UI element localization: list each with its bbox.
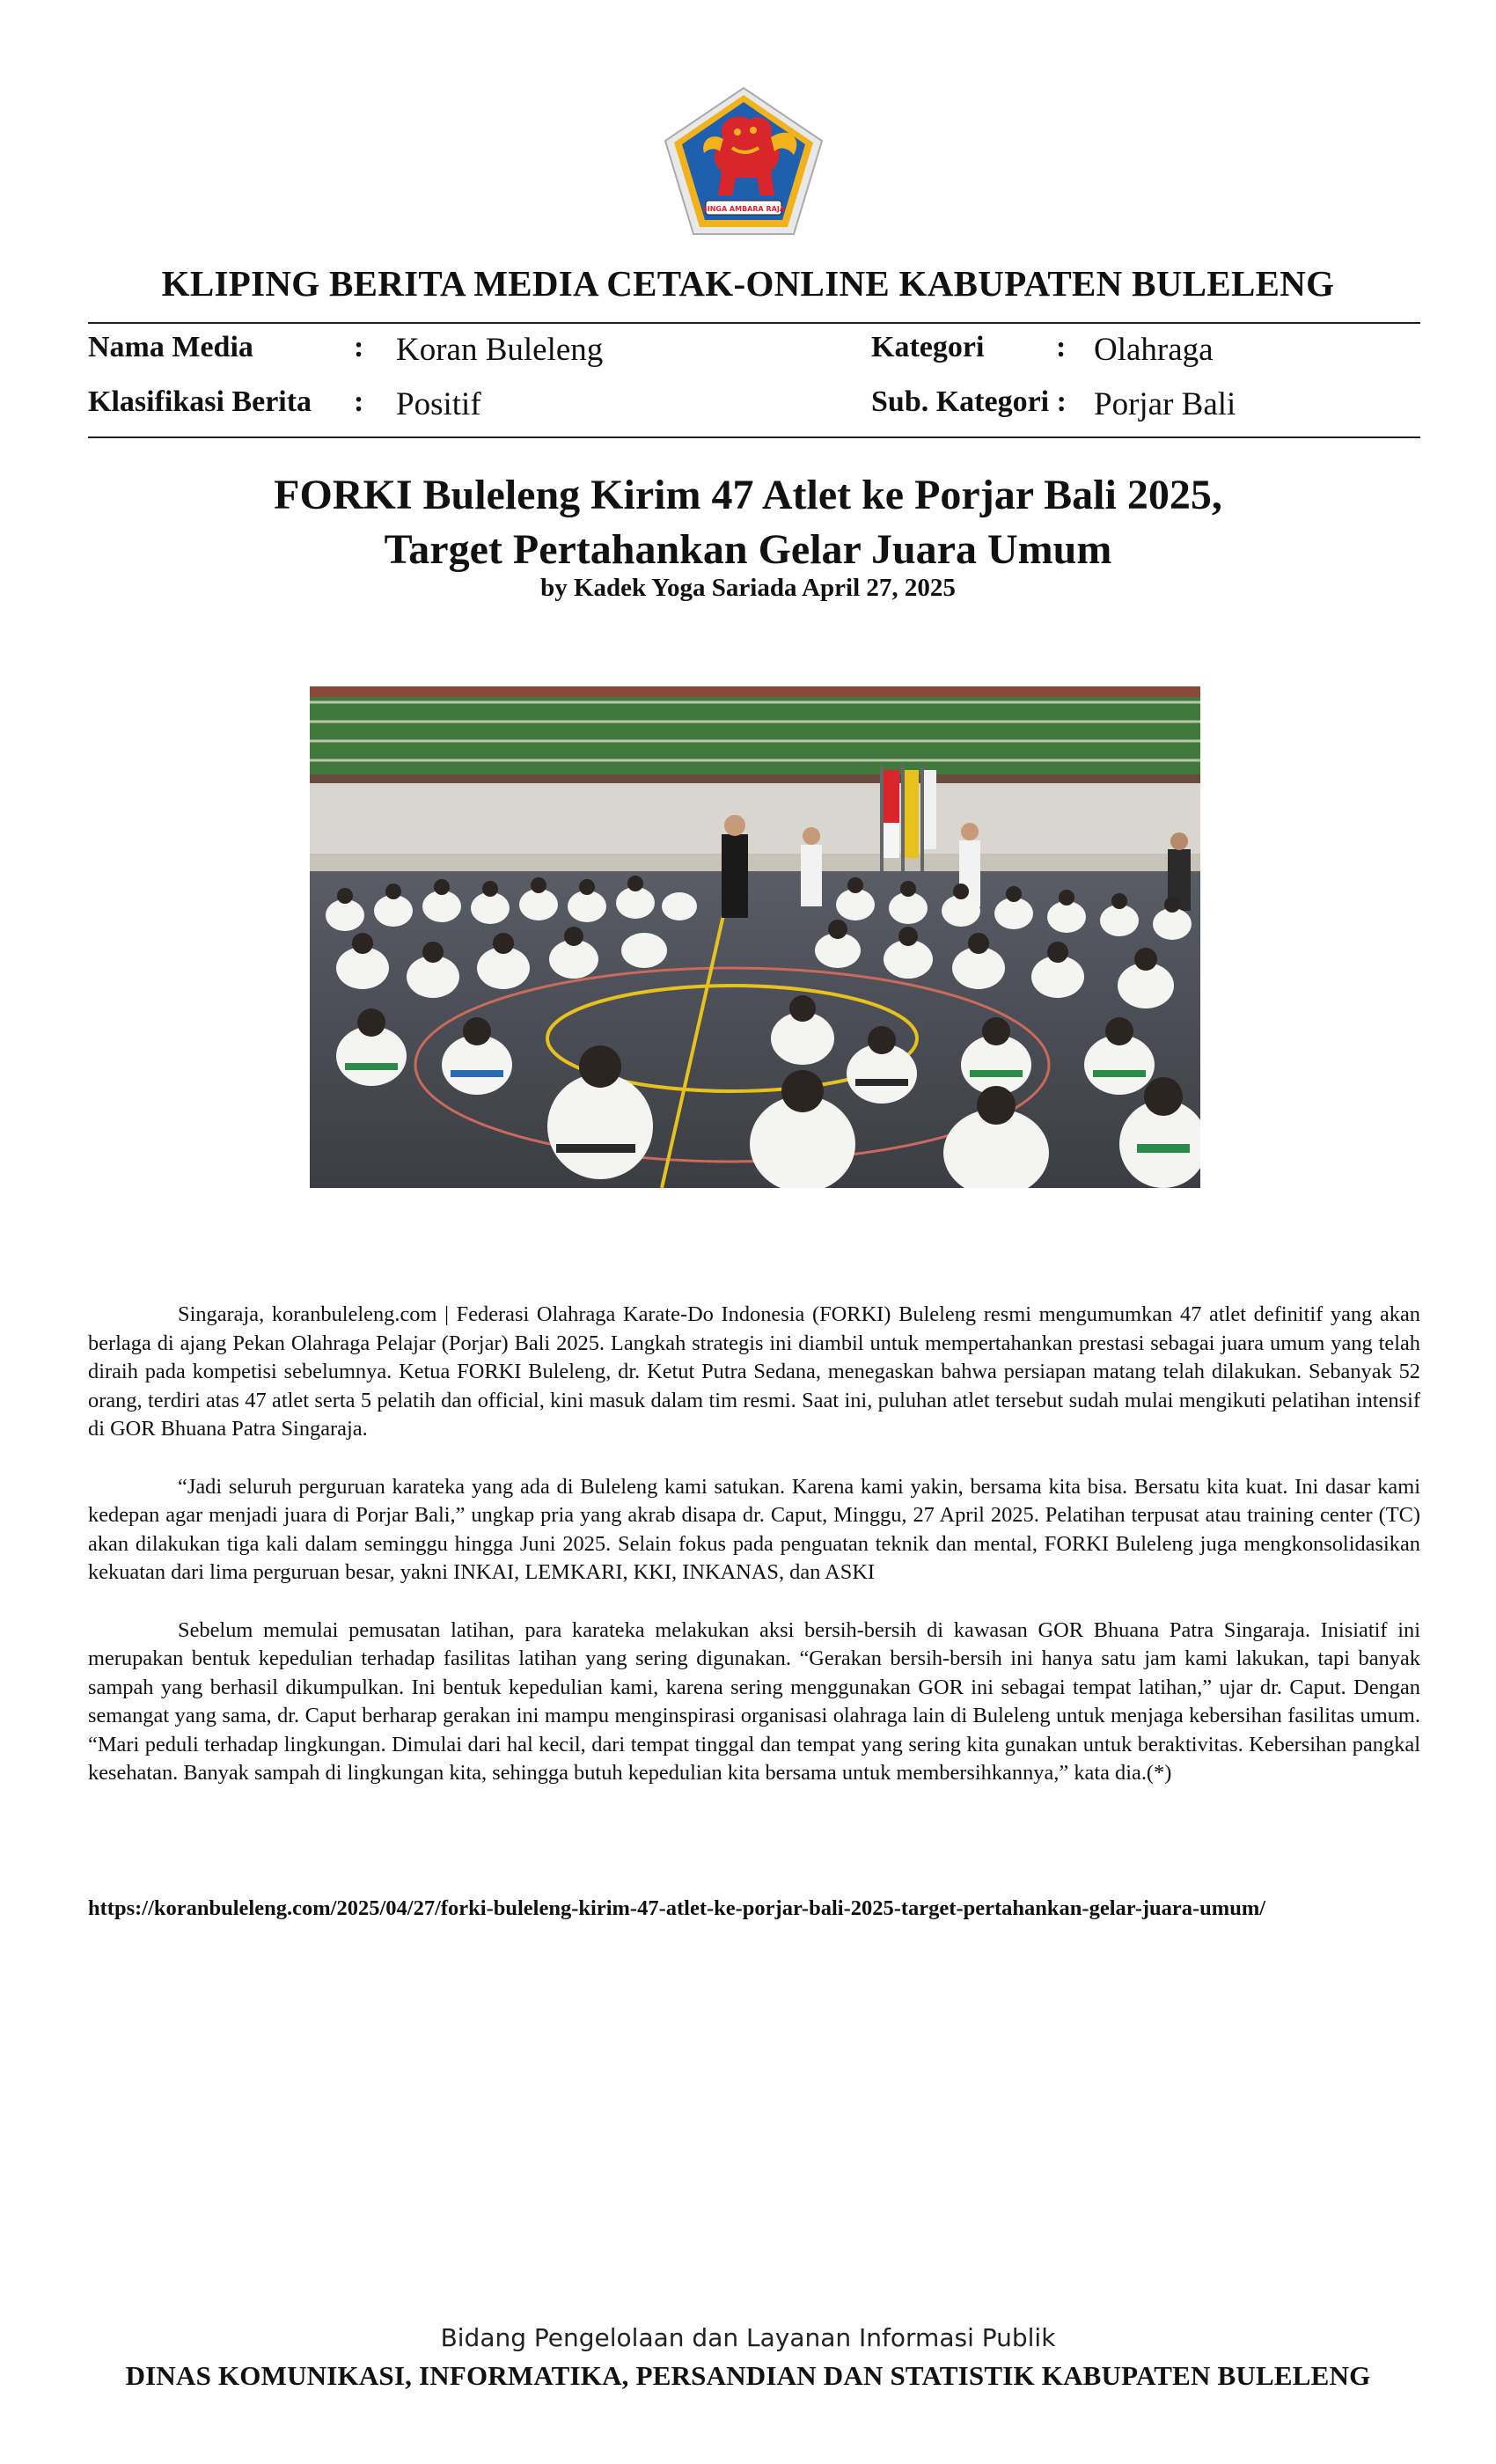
header-rule-bottom [88, 436, 1420, 438]
header-rule-top [88, 322, 1420, 324]
klasifikasi-colon: : [354, 385, 364, 418]
footer-agency: DINAS KOMUNIKASI, INFORMATIKA, PERSANDIAN DAN STATISTIK KABUPATEN BULELENG [125, 2360, 1371, 2391]
nama-media-value: Koran Buleleng [396, 332, 604, 368]
kategori-label: Kategori [871, 331, 985, 363]
article-photo [310, 686, 1200, 1188]
article-paragraph-3: Sebelum memulai pemusatan latihan, para karateka melakukan aksi bersih-bersih di kawasan GOR Bhuana Patra Singaraja. Inisiatif ini merupakan bentuk kepedulian terhadap fasilitas latihan yang sering digunakan. “Gerakan bersih-bersih ini hanya satu jam kami lakukan, tapi banyak sampah yang berhasil dikumpulkan. Ini bentuk kepedulian kami, karena sering menggunakan GOR ini sebagai tempat latihan,” ujar dr. Caput. Dengan semangat yang sama, dr. Caput berharap gerakan ini mampu menginspirasi organisasi olahraga lain di Buleleng untuk menjaga kebersihan fasilitas umum. “Mari peduli terhadap lingkungan. Dimulai dari hal kecil, dari tempat tinggal dan tempat yang sering kita gunakan untuk beraktivitas. Kebersihan pangkal kesehatan. Banyak sampah di lingkungan kita, sehingga butuh kepedulian kita bersama untuk membersihkannya,” kata dia.(*) [88, 1617, 1420, 1785]
subkategori-value: Porjar Bali [1094, 386, 1236, 422]
source-url-link[interactable]: https://koranbuleleng.com/2025/04/27/forki-buleleng-kirim-47-atlet-ke-porjar-bali-2025-target-pertahankan-gelar-juara-umum/ [88, 1896, 1266, 1920]
article-title-line-1: FORKI Buleleng Kirim 47 Atlet ke Porjar Bali 2025, [274, 472, 1222, 518]
klasifikasi-value: Positif [396, 386, 481, 422]
kategori-colon: : [1056, 331, 1067, 363]
nama-media-colon: : [354, 331, 364, 363]
footer-department: Bidang Pengelolaan dan Layanan Informasi Publik [440, 2323, 1056, 2352]
lion-emblem-icon [662, 86, 825, 238]
article-byline: by Kadek Yoga Sariada April 27, 2025 [540, 574, 956, 602]
clipping-header-title: KLIPING BERITA MEDIA CETAK-ONLINE KABUPATEN BULELENG [161, 263, 1335, 304]
nama-media-label: Nama Media [88, 331, 253, 363]
logo-text: SINGA AMBARA RAJA [701, 205, 786, 213]
article-title-line-2: Target Pertahankan Gelar Juara Umum [384, 526, 1112, 573]
klasifikasi-label: Klasifikasi Berita [88, 385, 312, 418]
kategori-value: Olahraga [1094, 332, 1214, 368]
article-paragraph-2: “Jadi seluruh perguruan karateka yang ada di Buleleng kami satukan. Karena kami yakin, bersama kita bisa. Bersatu kita kuat. Ini dasar kami kedepan agar menjadi juara di Porjar Bali,” ungkap pria yang akrab disapa dr. Caput, Minggu, 27 April 2025. Pelatihan terpusat atau training center (TC) akan dilakukan tiga kali dalam seminggu hingga Juni 2025. Selain fokus pada penguatan teknik dan mental, FORKI Buleleng juga mengkonsolidasikan kekuatan dari lima perguruan besar, yakni INKAI, LEMKARI, KKI, INKANAS, dan ASKI [88, 1474, 1420, 1584]
regency-logo [662, 86, 825, 238]
article-paragraph-1: Singaraja, koranbuleleng.com | Federasi Olahraga Karate-Do Indonesia (FORKI) Buleleng resmi mengumumkan 47 atlet definitif yang akan berlaga di ajang Pekan Olahraga Pelajar (Porjar) Bali 2025. Langkah strategis ini diambil untuk mempertahankan prestasi sebagai juara umum yang telah diraih pada kompetisi sebelumnya. Ketua FORKI Buleleng, dr. Ketut Putra Sedana, menegaskan bahwa persiapan matang telah dilakukan. Sebanyak 52 orang, terdiri atas 47 atlet serta 5 pelatih dan official, kini masuk dalam tim resmi. Saat ini, puluhan atlet tersebut sudah mulai mengikuti pelatihan intensif di GOR Bhuana Patra Singaraja. [88, 1302, 1420, 1441]
subkategori-label: Sub. Kategori : [871, 385, 1067, 418]
article-title [0, 468, 1496, 577]
karate-training-photo-icon [310, 686, 1200, 1188]
article-body [88, 1301, 1420, 1817]
